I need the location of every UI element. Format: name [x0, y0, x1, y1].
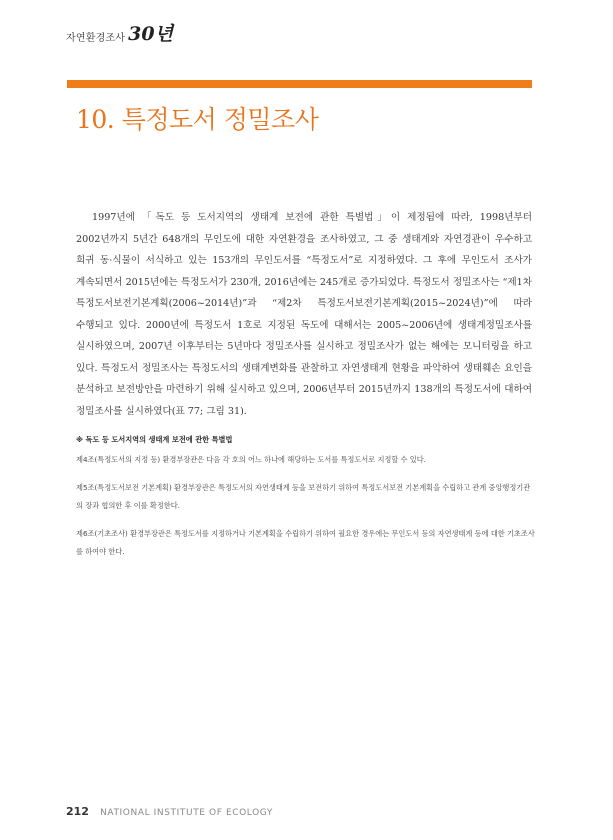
page-footer	[66, 800, 273, 819]
note-article-6: 제6조(기초조사) 환경부장관은 특정도서를 지정하거나 기본계획을 수립하기 위하여 필요한 경우에는 무인도서 등의 자연생태계 등에 대한 기초조사를 하여야 한다.	[76, 529, 535, 556]
running-header	[66, 20, 173, 44]
accent-bar	[67, 80, 532, 88]
note-title: ※ 독도 등 도서지역의 생태계 보전에 관한 특별법	[76, 435, 233, 444]
header-text: 자연환경조사	[66, 33, 126, 44]
note-article-4: 제4조(특정도서의 지정 등) 환경부장관은 다음 각 호의 어느 하나에 해당하는 도서를 특정도서로 지정할 수 있다.	[76, 455, 426, 464]
law-note	[76, 435, 536, 561]
anniversary-logo: 30년	[128, 23, 173, 45]
section-title: 10. 특정도서 정밀조사	[76, 105, 319, 134]
page-number: 212	[66, 805, 89, 818]
body-paragraph: 1997년에 「독도 등 도서지역의 생태계 보전에 관한 특별법」이 제정됨에 따라, 1998년부터 2002년까지 5년간 648개의 무인도에 대한 자연환경을 조사하였고, 그 중 생태계와 자연경관이 우수하고 희귀 동·식물이 서식하고 있는 153개의 무인도서를 “특정도서”로 지정하였다. 그 후에 무인도서 조사가 계속되면서 2015년에는 특정도서가 230개, 2016년에는 245개로 증가되었다. 특정도서 정밀조사는 “제1차 특정도서보전기본계획(2006~2014년)”과 “제2차 특정도서보전기본계획(2015~2024년)”에 따라 수행되고 있다. 2000년에 특정도서 1호로 지정된 독도에 대해서는 2005~2006년에 생태계정밀조사를 실시하였으며, 2007년 이후부터는 5년마다 정밀조사를 실시하고 정밀조사가 없는 해에는 모니터링을 하고 있다. 특정도서 정밀조사는 특정도서의 생태계변화를 관찰하고 자연생태계 현황을 파악하여 생태훼손 요인을 분석하고 보전방안을 마련하기 위해 실시하고 있으며, 2006년부터 2015년까지 138개의 특정도서에 대하여 정밀조사를 실시하였다(표 77; 그림 31).	[76, 212, 532, 417]
note-article-5: 제5조(특정도서보전 기본계획) 환경부장관은 특정도서의 자연생태계 등을 보전하기 위하여 특정도서보전 기본계획을 수립하고 관계 중앙행정기관의 장과 협의한 후 이를 확정한다.	[76, 483, 531, 510]
institute-name: NATIONAL INSTITUTE OF ECOLOGY	[100, 808, 274, 818]
